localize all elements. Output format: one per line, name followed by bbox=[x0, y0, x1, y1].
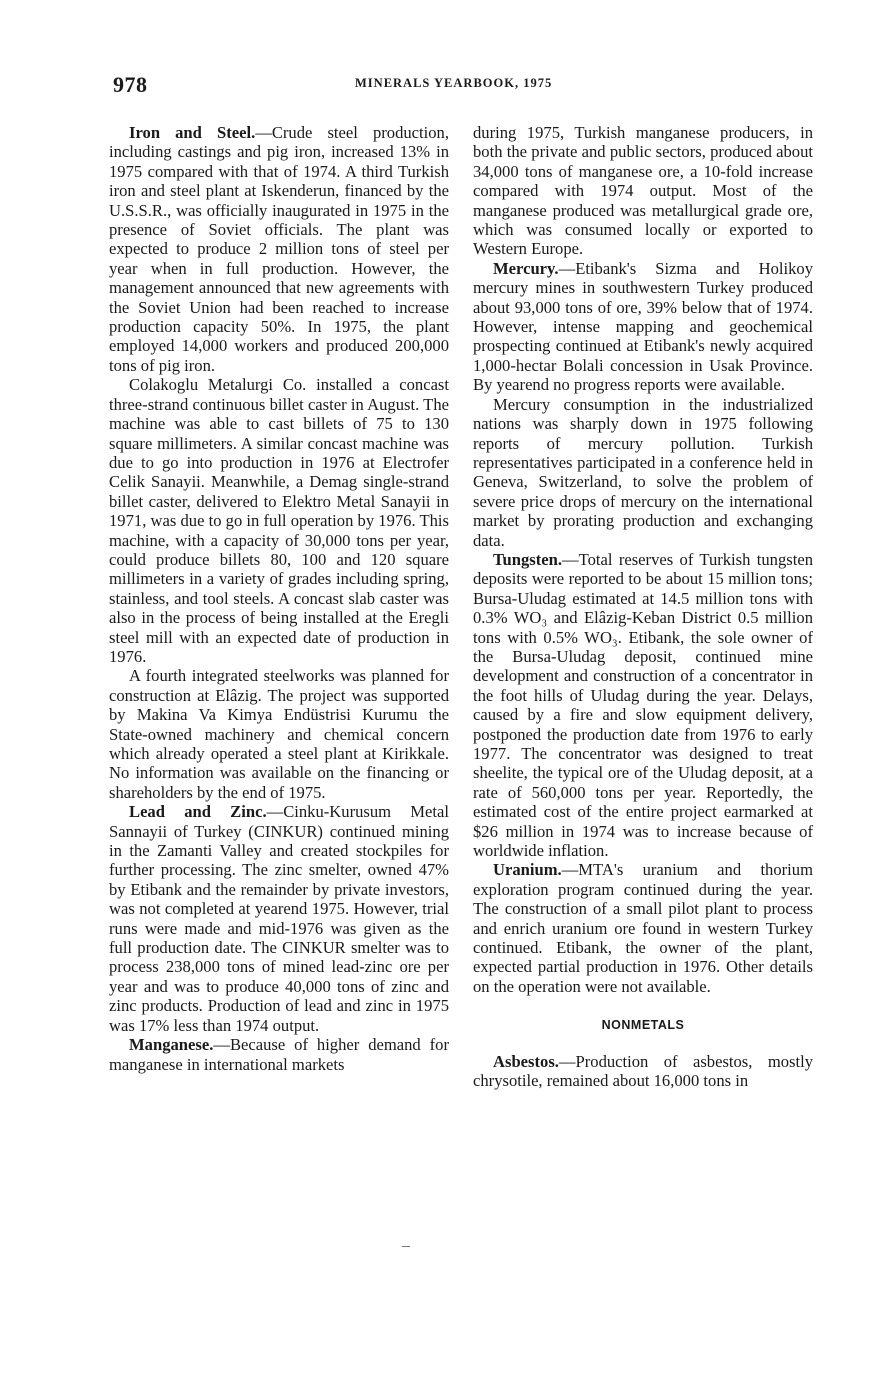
paragraph-text: —Because of higher demand for manganese in international markets bbox=[109, 1035, 449, 1074]
paragraph-uranium bbox=[473, 860, 813, 996]
section-heading-nonmetals: NONMETALS bbox=[601, 1018, 685, 1033]
run-in-heading: Lead and Zinc. bbox=[129, 802, 267, 822]
paragraph-lead-zinc bbox=[109, 802, 449, 1035]
paragraph-text: Colakoglu Metalurgi Co. installed a concast three-strand continuous billet caster in August. The machine was able to cast billets of 75 to 130 square millimeters. A similar concast machine was due to go into production in 1976 at Electrofer Celik Sanayii. Meanwhile, a Demag single-strand billet caster, delivered to Elektro Metal Sanayii in 1971, was due to go in full operation by 1976. This machine, with a capacity of 30,000 tons per year, could produce billets 80, 100 and 120 square millimeters in a variety of grades including spring, stainless, and tool steels. A concast slab caster was also in the process of being installed at the Eregli steel mill with an expected date of production in 1976. bbox=[109, 375, 449, 666]
paragraph-manganese-continued bbox=[473, 123, 813, 259]
paragraph-mercury bbox=[473, 259, 813, 395]
paragraph-colakoglu bbox=[109, 375, 449, 666]
paragraph-text: —Etibank's Sizma and Holikoy mercury mines in southwestern Turkey produced about 93,000 tons of ore, 39% below that of 1974. However, intense mapping and geochemical prospecting continued at Etibank's newly acquired 1,000-hectar Bolali concession in Usak Province. By yearend no progress reports were available. bbox=[473, 258, 813, 395]
run-in-heading: Asbestos. bbox=[493, 1051, 559, 1071]
paragraph-tungsten bbox=[473, 550, 813, 861]
run-in-heading: Mercury. bbox=[493, 258, 559, 278]
left-column bbox=[109, 123, 449, 1074]
page-number: 978 bbox=[113, 72, 148, 97]
footer-mark bbox=[402, 1246, 410, 1247]
paragraph-manganese bbox=[109, 1035, 449, 1074]
paragraph-text: —Production of asbestos, mostly chrysotile, remained about 16,000 tons in bbox=[473, 1051, 813, 1091]
running-title: MINERALS YEARBOOK, 1975 bbox=[355, 76, 553, 90]
paragraph-text: A fourth integrated steelworks was planned for construction at Elâzig. The project was supported by Makina Va Kimya Endüstrisi Kurumu the State-owned machinery and chemical concern which already operated a steel plant at Kirikkale. No information was available on the financing or shareholders by the end of 1975. bbox=[109, 666, 449, 802]
run-in-heading: Uranium. bbox=[493, 860, 562, 880]
paragraph-mercury-consumption bbox=[473, 395, 813, 550]
paragraph-text: Mercury consumption in the industrialized nations was sharply down in 1975 following reports of mercury pollution. Turkish representatives participated in a conference held in Geneva, Switzerland, to solve the problem of severe price drops of mercury on the international market by prorating production and exchanging data. bbox=[473, 394, 813, 550]
paragraph-iron-steel bbox=[109, 123, 449, 375]
paragraph-fourth-steelworks bbox=[109, 666, 449, 802]
right-column bbox=[473, 123, 813, 1091]
paragraph-text: —Crude steel production, including castings and pig iron, increased 13% in 1975 compared with that of 1974. A third Turkish iron and steel plant at Iskenderun, financed by the U.S.S.R., was officially inaugurated in 1975 in the presence of Soviet officials. The plant was expected to produce 2 million tons of steel per year when in full production. However, the management announced that new agreements with the Soviet Union had been reached to increase production capacity 50%. In 1975, the plant employed 14,000 workers and produced 200,000 tons of pig iron. bbox=[109, 123, 449, 375]
run-in-heading: Tungsten. bbox=[493, 549, 563, 569]
paragraph-asbestos bbox=[473, 1052, 813, 1091]
paragraph-text: —Cinku-Kurusum Metal Sannayii of Turkey (CINKUR) continued mining in the Zamanti Valley and created stockpiles for further processing. The zinc smelter, owned 47% by Etibank and the remainder by private investors, was not completed at yearend 1975. However, trial runs were made and mid-1976 was given as the full production date. The CINKUR smelter was to process 238,000 tons of mined lead-zinc ore per year and was to produce 40,000 tons of zinc and zinc products. Production of lead and zinc in 1975 was 17% less than 1974 output. bbox=[109, 802, 449, 1035]
run-in-heading: Iron and Steel. bbox=[129, 123, 256, 142]
paragraph-text: during 1975, Turkish manganese producers, in both the private and public sectors, produced about 34,000 tons of manganese ore, a 10-fold increase compared with 1974 output. Most of the manganese produced was metallurgical grade ore, which was consumed locally or exported to Western Europe. bbox=[473, 123, 813, 259]
paragraph-text: —Total reserves of Turkish tungsten deposits were reported to be about 15 million tons; Bursa-Uludag estimated at 14.5 million tons with 0.3% WO₃ and Elâzig-Keban District 0.5 million tons with 0.5% WO₃. Etibank, the sole owner of the Bursa-Uludag deposit, continued mine development and construction of a concentrator in the foot hills of Uludag during the year. Delays, caused by a fire and slow equipment delivery, postponed the production date from 1976 to early 1977. The concentrator was designed to treat sheelite, the typical ore of the Uludag deposit, at a rate of 560,000 tons per year. Reportedly, the estimated cost of the entire project earmarked at $26 million in 1974 was to increase because of worldwide inflation. bbox=[473, 549, 813, 861]
run-in-heading: Manganese. bbox=[129, 1035, 214, 1055]
paragraph-text: —MTA's uranium and thorium exploration program continued during the year. The construction of a small pilot plant to process and enrich uranium ore found in western Turkey continued. Etibank, the owner of the plant, expected partial production in 1976. Other details on the operation were not available. bbox=[473, 860, 813, 996]
